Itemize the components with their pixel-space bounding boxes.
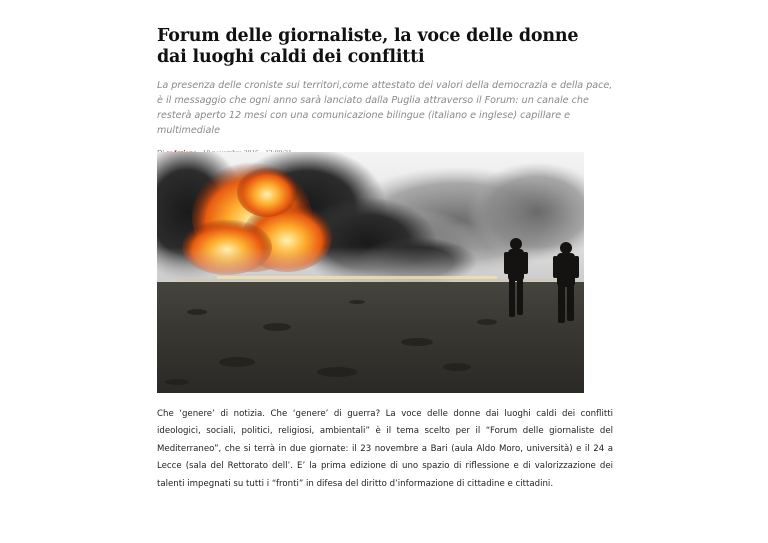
hero-image [157,152,584,393]
article-body: Che ‘genere’ di notizia. Che ‘genere’ di guerra? La voce delle donne dai luoghi caldi dei conflitti ideologici, sociali, politici, religiosi, ambientali” è il tema scelto per il “Forum delle giornaliste del Mediterraneo”, che si terrà in due giornate: il 23 novembre a Bari (aula Aldo Moro, università) e il 24 a Lecce (sala del Rettorato dell’. E’ la prima edizione di uno spazio di riflessione e di valorizzazione dei talenti impegnati su tutti i “fronti” in difesa del diritto d’informazione di cittadine e cittadini. [157,409,613,489]
article-header [157,26,613,158]
article-title: Forum delle giornaliste, la voce delle donne dai luoghi caldi dei conflitti [157,26,579,67]
article-subtitle: La presenza delle croniste sui territori,come attestato dei valori della democrazia e della pace, è il messaggio che ogni anno sarà lanciato dalla Puglia attraverso il Forum: un canale che resterà aperto 12 mesi con una comunicazione bilingue (italiano e inglese) capillare e multimediale [157,80,613,136]
